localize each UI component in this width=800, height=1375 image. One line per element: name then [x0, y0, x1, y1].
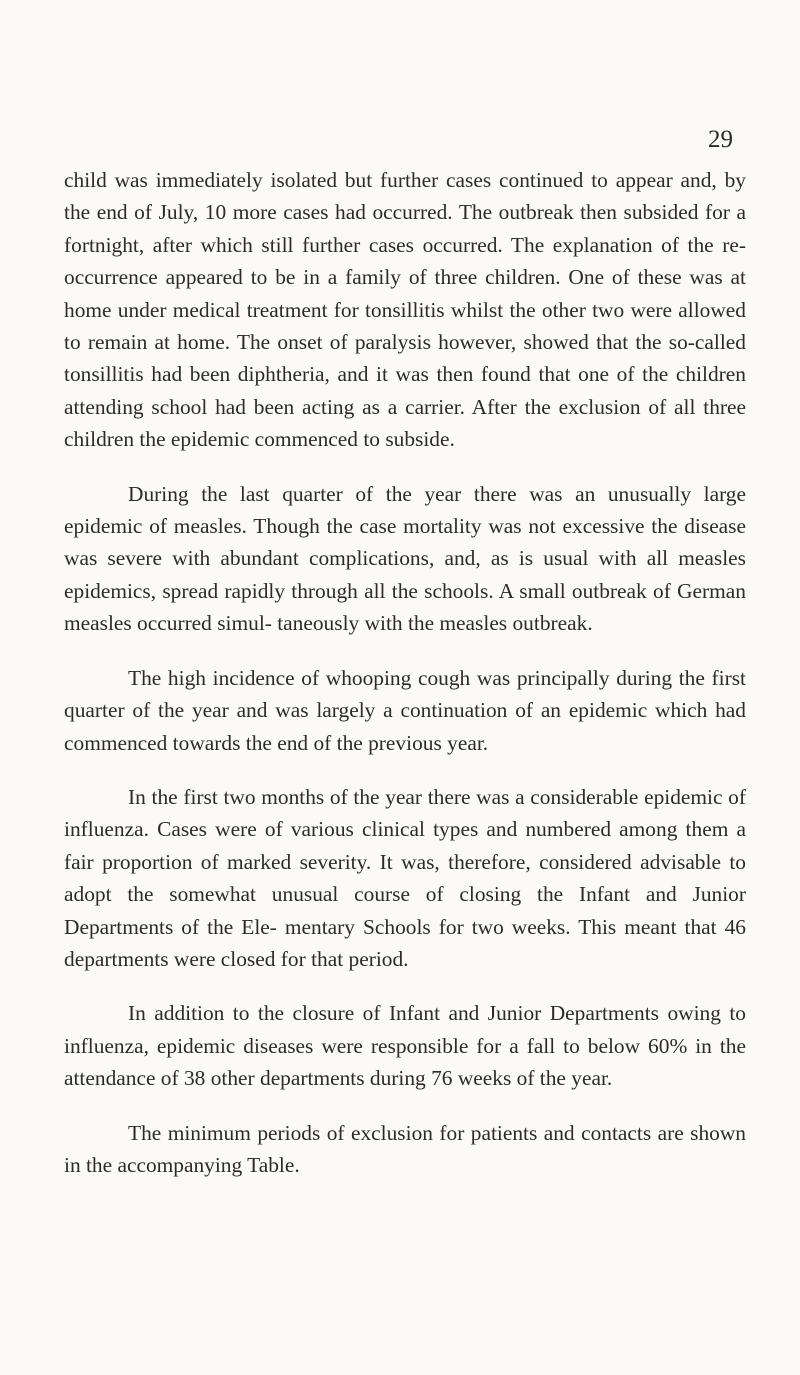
- page-number: 29: [708, 126, 733, 153]
- paragraph-measles: During the last quarter of the year there was an unusually large epidemic of measles. Though the case mortality was not excessive the disease was severe with abundant complications, and, as is usual with all measles epidemics, spread rapidly through all the schools. A small outbreak of German measles occurred simul- taneously with the measles outbreak.: [64, 481, 746, 636]
- body-text: [64, 164, 746, 1181]
- paragraph-influenza: In the first two months of the year there was a considerable epidemic of influenza. Cases were of various clinical types and numbered among them a fair proportion of marked severity. It was, therefore, considered advisable to adopt the somewhat unusual course of closing the Infant and Junior Departments of the Ele- mentary Schools for two weeks. This meant that 46 departments were closed for that period.: [64, 784, 746, 971]
- paragraph-exclusion-periods: The minimum periods of exclusion for patients and contacts are shown in the accompanying Table.: [64, 1120, 746, 1177]
- paragraph-diphtheria-continuation: child was immediately isolated but further cases continued to appear and, by the end of July, 10 more cases had occurred. The outbreak then subsided for a fortnight, after which still further cases occurred. The explanation of the re-occurrence appeared to be in a family of three children. One of these was at home under medical treatment for tonsillitis whilst the other two were allowed to remain at home. The onset of paralysis however, showed that the so-called tonsillitis had been diphtheria, and it was then found that one of the children attending school had been acting as a carrier. After the exclusion of all three children the epidemic commenced to subside.: [64, 168, 746, 452]
- paragraph-closures: In addition to the closure of Infant and Junior Departments owing to influenza, epidemic diseases were responsible for a fall to below 60% in the attendance of 38 other departments during 76 weeks of the year.: [64, 1001, 746, 1091]
- paragraph-whooping-cough: The high incidence of whooping cough was principally during the first quarter of the year and was largely a continuation of an epidemic which had commenced towards the end of the previous year.: [64, 665, 746, 755]
